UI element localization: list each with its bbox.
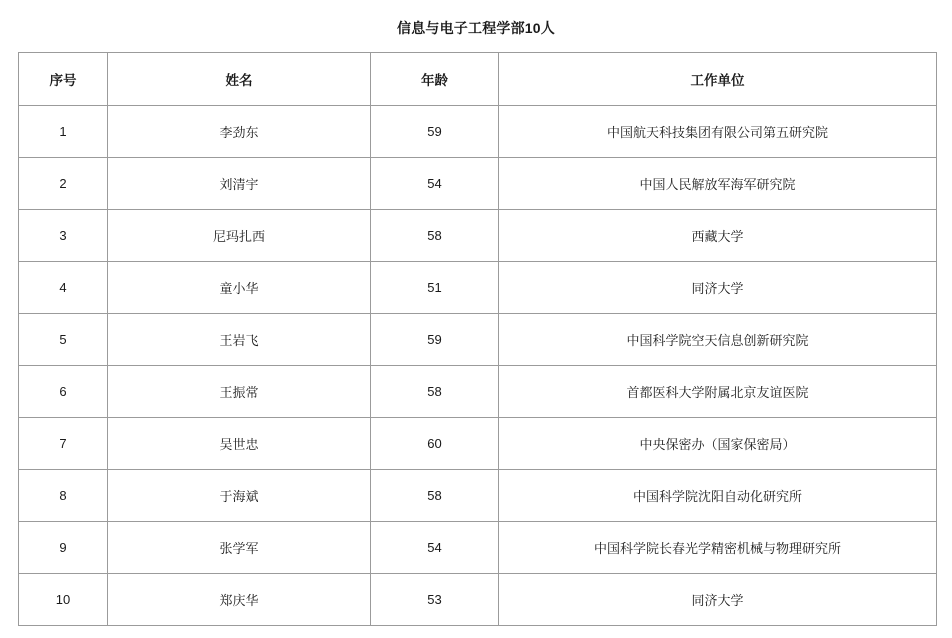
table-row bbox=[19, 418, 937, 470]
table-header-row bbox=[19, 53, 937, 106]
cell-org: 中国科学院沈阳自动化研究所 bbox=[499, 470, 937, 522]
roster-table-container bbox=[0, 52, 952, 626]
cell-age: 59 bbox=[371, 314, 499, 366]
table-row bbox=[19, 106, 937, 158]
cell-name: 李劲东 bbox=[108, 106, 371, 158]
cell-org: 中国人民解放军海军研究院 bbox=[499, 158, 937, 210]
cell-age: 51 bbox=[371, 262, 499, 314]
cell-index: 3 bbox=[19, 210, 108, 262]
cell-org: 同济大学 bbox=[499, 574, 937, 626]
cell-name: 于海斌 bbox=[108, 470, 371, 522]
cell-index: 1 bbox=[19, 106, 108, 158]
table-row bbox=[19, 522, 937, 574]
cell-org: 中国航天科技集团有限公司第五研究院 bbox=[499, 106, 937, 158]
cell-age: 58 bbox=[371, 366, 499, 418]
cell-age: 54 bbox=[371, 158, 499, 210]
table-row bbox=[19, 574, 937, 626]
cell-age: 53 bbox=[371, 574, 499, 626]
column-header-index: 序号 bbox=[19, 53, 108, 106]
cell-index: 9 bbox=[19, 522, 108, 574]
cell-org: 中央保密办（国家保密局） bbox=[499, 418, 937, 470]
cell-name: 尼玛扎西 bbox=[108, 210, 371, 262]
roster-table bbox=[18, 52, 937, 626]
cell-index: 8 bbox=[19, 470, 108, 522]
column-header-age: 年龄 bbox=[371, 53, 499, 106]
cell-org: 中国科学院长春光学精密机械与物理研究所 bbox=[499, 522, 937, 574]
table-row bbox=[19, 158, 937, 210]
cell-name: 童小华 bbox=[108, 262, 371, 314]
cell-name: 王振常 bbox=[108, 366, 371, 418]
table-header bbox=[19, 53, 937, 106]
cell-age: 60 bbox=[371, 418, 499, 470]
table-body bbox=[19, 106, 937, 626]
cell-name: 张学军 bbox=[108, 522, 371, 574]
column-header-org: 工作单位 bbox=[499, 53, 937, 106]
cell-index: 6 bbox=[19, 366, 108, 418]
cell-name: 吴世忠 bbox=[108, 418, 371, 470]
cell-age: 58 bbox=[371, 210, 499, 262]
cell-index: 10 bbox=[19, 574, 108, 626]
cell-name: 王岩飞 bbox=[108, 314, 371, 366]
table-row bbox=[19, 314, 937, 366]
table-row bbox=[19, 470, 937, 522]
cell-index: 5 bbox=[19, 314, 108, 366]
cell-name: 郑庆华 bbox=[108, 574, 371, 626]
cell-age: 59 bbox=[371, 106, 499, 158]
cell-index: 4 bbox=[19, 262, 108, 314]
cell-org: 中国科学院空天信息创新研究院 bbox=[499, 314, 937, 366]
cell-index: 7 bbox=[19, 418, 108, 470]
column-header-name: 姓名 bbox=[108, 53, 371, 106]
cell-name: 刘清宇 bbox=[108, 158, 371, 210]
cell-index: 2 bbox=[19, 158, 108, 210]
page-title: 信息与电子工程学部10人 bbox=[397, 20, 555, 36]
cell-org: 同济大学 bbox=[499, 262, 937, 314]
cell-age: 58 bbox=[371, 470, 499, 522]
cell-org: 首都医科大学附属北京友谊医院 bbox=[499, 366, 937, 418]
cell-age: 54 bbox=[371, 522, 499, 574]
table-row bbox=[19, 210, 937, 262]
table-row bbox=[19, 262, 937, 314]
table-row bbox=[19, 366, 937, 418]
cell-org: 西藏大学 bbox=[499, 210, 937, 262]
